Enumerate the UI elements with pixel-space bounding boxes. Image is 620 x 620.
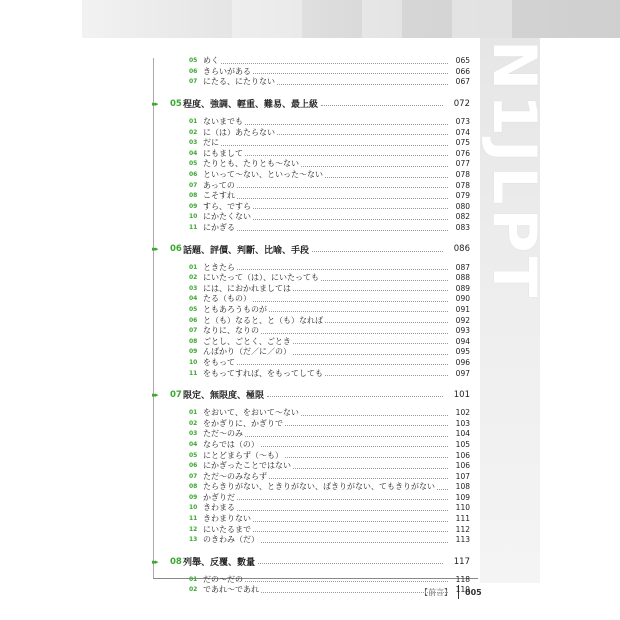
entry-text: にたる、にたりない xyxy=(203,77,275,87)
entry-page: 090 xyxy=(455,294,470,304)
entry-page: 106 xyxy=(455,461,470,471)
toc-entry[interactable] xyxy=(152,202,470,213)
leader-dots xyxy=(301,415,448,416)
entry-number: 13 xyxy=(189,536,198,544)
entry-text: であれ～であれ xyxy=(203,585,259,595)
leader-dots xyxy=(253,301,448,302)
entry-text: だの～だの xyxy=(203,574,243,584)
entry-text: をおいて、をおいて～ない xyxy=(203,408,299,418)
leader-dots xyxy=(325,177,448,178)
entry-page: 094 xyxy=(455,336,470,346)
toc-entry[interactable] xyxy=(152,418,470,429)
entry-number: 05 xyxy=(189,57,198,65)
leader-dots xyxy=(325,375,448,376)
entry-text: だに xyxy=(203,138,219,148)
entry-text: ならでは（の） xyxy=(203,439,259,449)
chapter-title: 列舉、反覆、數量 xyxy=(183,558,256,569)
entry-page: 089 xyxy=(455,283,470,293)
entry-text: たらきりがない、ときりがない、ばきりがない、てもきりがない xyxy=(203,482,435,492)
chapter-arrow-icon: ▸▸▸ xyxy=(152,245,157,254)
entry-page: 082 xyxy=(455,212,470,222)
entry-text: ないまでも xyxy=(203,117,243,127)
entry-number: 06 xyxy=(189,316,198,324)
entry-number: 07 xyxy=(189,472,198,480)
entry-page: 092 xyxy=(455,315,470,325)
toc-entry[interactable] xyxy=(152,440,470,451)
entry-number: 06 xyxy=(189,171,198,179)
leader-dots xyxy=(293,468,448,469)
entry-page: 078 xyxy=(455,180,470,190)
chapter-title: 程度、強調、輕重、難易、最上級 xyxy=(183,100,319,111)
chapter-heading[interactable] xyxy=(152,555,470,569)
entry-page: 105 xyxy=(455,439,470,449)
toc-entry[interactable] xyxy=(152,493,470,504)
leader-dots xyxy=(321,280,448,281)
entry-text: きわまりない xyxy=(203,514,251,524)
toc-entry[interactable] xyxy=(152,170,470,181)
entry-text: こそすれ xyxy=(203,191,235,201)
entry-text: をかぎりに、かぎりで xyxy=(203,418,283,428)
entry-number: 09 xyxy=(189,202,198,210)
entry-number: 01 xyxy=(189,409,198,417)
entry-text: をもって xyxy=(203,357,235,367)
toc-entry[interactable] xyxy=(152,503,470,514)
leader-dots xyxy=(321,105,443,106)
leader-dots xyxy=(258,563,443,564)
entry-page: 103 xyxy=(455,418,470,428)
entry-number: 10 xyxy=(189,358,198,366)
entry-number: 02 xyxy=(189,274,198,282)
entry-text: ただ～のみならず xyxy=(203,471,267,481)
entry-page: 079 xyxy=(455,191,470,201)
leader-dots xyxy=(253,73,448,74)
entry-text: ただ～のみ xyxy=(203,429,243,439)
toc-entry[interactable] xyxy=(152,408,470,419)
entry-number: 05 xyxy=(189,305,198,313)
entry-page: 112 xyxy=(455,524,470,534)
leader-dots xyxy=(269,478,448,479)
entry-number: 08 xyxy=(189,483,198,491)
entry-number: 02 xyxy=(189,128,198,136)
leader-dots xyxy=(269,311,448,312)
entry-number: 07 xyxy=(189,327,198,335)
entry-text: たりとも、たりとも～ない xyxy=(203,159,299,169)
leader-dots xyxy=(293,343,448,344)
entry-text: のきわみ（だ） xyxy=(203,535,259,545)
entry-text: にいたるまで xyxy=(203,524,251,534)
entry-page: 078 xyxy=(455,170,470,180)
jlpt-watermark: N1JLPT xyxy=(479,40,549,302)
chapter-page: 117 xyxy=(453,556,470,567)
leader-dots xyxy=(237,198,448,199)
entry-text: にいたって（は）、にいたっても xyxy=(203,273,319,283)
toc-entry[interactable] xyxy=(152,585,470,596)
leader-dots xyxy=(277,134,448,135)
entry-text: にかぎったことではない xyxy=(203,461,291,471)
header-band xyxy=(82,0,620,38)
entry-number: 01 xyxy=(189,575,198,583)
chapter-heading[interactable] xyxy=(152,97,470,111)
toc-entry[interactable] xyxy=(152,315,470,326)
entry-number: 11 xyxy=(189,224,198,232)
entry-number: 11 xyxy=(189,369,198,377)
leader-dots xyxy=(285,457,448,458)
entry-text: と（も）なると、と（も）なれば xyxy=(203,315,323,325)
toc-entry[interactable] xyxy=(152,191,470,202)
leader-dots xyxy=(237,269,448,270)
entry-page: 095 xyxy=(455,347,470,357)
leader-dots xyxy=(261,333,448,334)
entry-page: 097 xyxy=(455,368,470,378)
toc-entry[interactable] xyxy=(152,336,470,347)
leader-dots xyxy=(221,145,448,146)
toc-section xyxy=(152,242,470,379)
entry-text: にかたくない xyxy=(203,212,251,222)
toc-entry[interactable] xyxy=(152,326,470,337)
toc-entry[interactable] xyxy=(152,524,470,535)
entry-number: 06 xyxy=(189,67,198,75)
entry-text: あっての xyxy=(203,180,235,190)
entry-page: 091 xyxy=(455,304,470,314)
toc-entry[interactable] xyxy=(152,77,470,88)
entry-page: 066 xyxy=(455,66,470,76)
toc-entry[interactable] xyxy=(152,149,470,160)
leader-dots xyxy=(312,251,443,252)
entry-page: 065 xyxy=(455,56,470,66)
entry-text: にもまして xyxy=(203,148,243,158)
leader-dots xyxy=(237,499,448,500)
entry-number: 09 xyxy=(189,348,198,356)
leader-dots xyxy=(237,510,448,511)
entry-page: 102 xyxy=(455,408,470,418)
page-number: 005 xyxy=(465,587,482,597)
leader-dots xyxy=(261,542,448,543)
entry-text: きらいがある xyxy=(203,66,251,76)
entry-text: きわまる xyxy=(203,503,235,513)
leader-dots xyxy=(293,354,448,355)
toc-entry[interactable] xyxy=(152,358,470,369)
entry-page: 074 xyxy=(455,127,470,137)
entry-page: 093 xyxy=(455,326,470,336)
entry-number: 06 xyxy=(189,462,198,470)
table-of-contents xyxy=(152,54,470,596)
chapter-title: 話題、評價、判斷、比喻、手段 xyxy=(183,245,310,256)
toc-entry[interactable] xyxy=(152,450,470,461)
chapter-number: 07 xyxy=(170,389,182,400)
entry-number: 05 xyxy=(189,160,198,168)
toc-section xyxy=(152,555,470,596)
leader-dots xyxy=(253,521,448,522)
toc-section xyxy=(152,388,470,546)
entry-number: 10 xyxy=(189,213,198,221)
entry-page: 096 xyxy=(455,357,470,367)
toc-entry[interactable] xyxy=(152,305,470,316)
entry-page: 067 xyxy=(455,77,470,87)
leader-dots xyxy=(245,155,448,156)
entry-number: 02 xyxy=(189,419,198,427)
entry-text: なりに、なりの xyxy=(203,326,259,336)
chapter-number: 05 xyxy=(170,98,182,109)
toc-entry[interactable] xyxy=(152,535,470,546)
entry-text: には、におかれましては xyxy=(203,283,291,293)
toc-entry[interactable] xyxy=(152,56,470,67)
entry-page: 083 xyxy=(455,223,470,233)
entry-text: ごとし、ごとく、ごとき xyxy=(203,336,291,346)
toc-entry[interactable] xyxy=(152,159,470,170)
leader-dots xyxy=(285,425,448,426)
toc-entry[interactable] xyxy=(152,212,470,223)
toc-entry[interactable] xyxy=(152,575,470,586)
leader-dots xyxy=(237,364,448,365)
toc-entry[interactable] xyxy=(152,117,470,128)
leader-dots xyxy=(261,446,448,447)
entry-text: といって～ない、といった～ない xyxy=(203,170,323,180)
entry-number: 03 xyxy=(189,139,198,147)
leader-dots xyxy=(221,63,448,64)
entry-number: 02 xyxy=(189,586,198,594)
entry-text: にとどまらず（～も） xyxy=(203,450,283,460)
leader-dots xyxy=(253,531,448,532)
entry-number: 08 xyxy=(189,337,198,345)
entry-number: 03 xyxy=(189,284,198,292)
entry-number: 10 xyxy=(189,504,198,512)
leader-dots xyxy=(277,84,448,85)
entry-text: んばかり（だ／に／の） xyxy=(203,347,291,357)
entry-text: めく xyxy=(203,56,219,66)
chapter-page: 072 xyxy=(453,98,470,109)
entry-number: 07 xyxy=(189,181,198,189)
entry-page: 075 xyxy=(455,138,470,148)
entry-page: 118 xyxy=(455,574,470,584)
entry-number: 01 xyxy=(189,118,198,126)
chapter-page: 101 xyxy=(453,389,470,400)
footer-label: 【前言】 xyxy=(420,587,452,597)
chapter-number: 06 xyxy=(170,244,182,255)
toc-entry[interactable] xyxy=(152,262,470,273)
chapter-arrow-icon: ▸▸▸ xyxy=(152,390,157,399)
entry-page: 109 xyxy=(455,492,470,502)
toc-section xyxy=(152,97,470,234)
toc-entry[interactable] xyxy=(152,294,470,305)
entry-page: 106 xyxy=(455,450,470,460)
toc-section xyxy=(152,56,470,88)
chapter-title: 限定、無限度、極限 xyxy=(183,391,265,402)
entry-number: 04 xyxy=(189,440,198,448)
leader-dots xyxy=(237,230,448,231)
chapter-arrow-icon: ▸▸▸ xyxy=(152,99,157,108)
toc-entry[interactable] xyxy=(152,273,470,284)
entry-page: 110 xyxy=(455,503,470,513)
entry-page: 076 xyxy=(455,148,470,158)
entry-page: 080 xyxy=(455,201,470,211)
leader-dots xyxy=(325,322,448,323)
entry-text: たる（もの） xyxy=(203,294,251,304)
leader-dots xyxy=(437,489,448,490)
entry-number: 08 xyxy=(189,192,198,200)
chapter-arrow-icon: ▸▸▸ xyxy=(152,557,157,566)
toc-entry[interactable] xyxy=(152,347,470,358)
chapter-page: 086 xyxy=(453,244,470,255)
entry-text: に（は）あたらない xyxy=(203,127,275,137)
entry-page: 088 xyxy=(455,273,470,283)
entry-number: 04 xyxy=(189,149,198,157)
entry-text: にかぎる xyxy=(203,223,235,233)
chapter-number: 08 xyxy=(170,556,182,567)
entry-text: をもってすれば、をもってしても xyxy=(203,368,323,378)
entry-text: かぎりだ xyxy=(203,492,235,502)
toc-entry[interactable] xyxy=(152,471,470,482)
leader-dots xyxy=(301,166,448,167)
toc-entry[interactable] xyxy=(152,284,470,295)
leader-dots xyxy=(253,208,448,209)
toc-entry[interactable] xyxy=(152,127,470,138)
leader-dots xyxy=(245,124,448,125)
toc-entry[interactable] xyxy=(152,514,470,525)
entry-page: 073 xyxy=(455,117,470,127)
entry-page: 113 xyxy=(455,535,470,545)
toc-entry[interactable] xyxy=(152,482,470,493)
chapter-heading[interactable] xyxy=(152,242,470,256)
entry-page: 119 xyxy=(455,585,470,595)
toc-entry[interactable] xyxy=(152,67,470,78)
entry-number: 12 xyxy=(189,525,198,533)
entry-page: 107 xyxy=(455,471,470,481)
entry-page: 077 xyxy=(455,159,470,169)
leader-dots xyxy=(261,592,448,593)
toc-entry[interactable] xyxy=(152,429,470,440)
entry-number: 11 xyxy=(189,515,198,523)
leader-dots xyxy=(267,396,443,397)
toc-entry[interactable] xyxy=(152,223,470,234)
entry-number: 03 xyxy=(189,430,198,438)
toc-entry[interactable] xyxy=(152,461,470,472)
chapter-heading[interactable] xyxy=(152,388,470,402)
entry-page: 104 xyxy=(455,429,470,439)
entry-number: 09 xyxy=(189,493,198,501)
entry-text: ときたら xyxy=(203,262,235,272)
entry-text: ともあろうものが xyxy=(203,304,267,314)
leader-dots xyxy=(253,219,448,220)
entry-number: 07 xyxy=(189,78,198,86)
leader-dots xyxy=(245,436,448,437)
leader-dots xyxy=(293,290,448,291)
entry-page: 108 xyxy=(455,482,470,492)
toc-entry[interactable] xyxy=(152,138,470,149)
leader-dots xyxy=(245,581,448,582)
entry-number: 04 xyxy=(189,295,198,303)
leader-dots xyxy=(237,187,448,188)
toc-entry[interactable] xyxy=(152,180,470,191)
entry-number: 05 xyxy=(189,451,198,459)
entry-text: すら、ですら xyxy=(203,201,251,211)
entry-number: 01 xyxy=(189,263,198,271)
entry-page: 111 xyxy=(455,514,470,524)
entry-page: 087 xyxy=(455,262,470,272)
toc-entry[interactable] xyxy=(152,368,470,379)
